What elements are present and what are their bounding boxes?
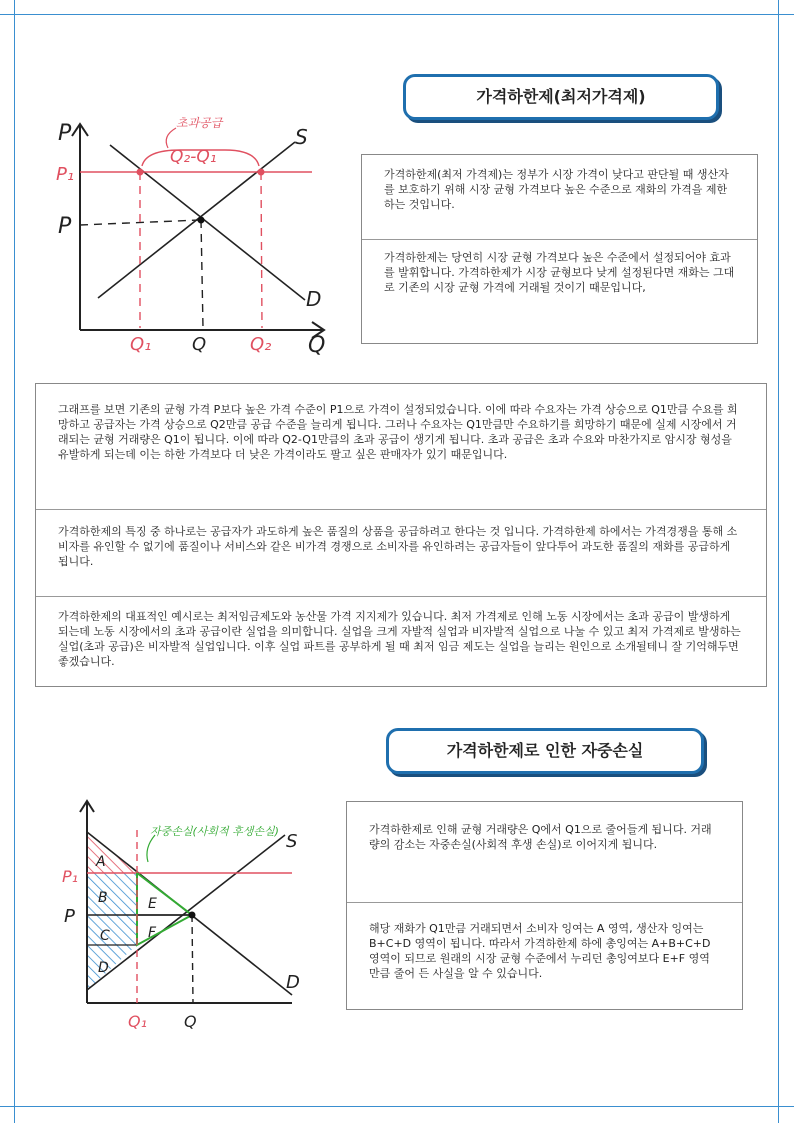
section2-title bbox=[386, 728, 704, 774]
graph1-q1-point bbox=[137, 169, 144, 176]
graph1-p-label: P bbox=[58, 214, 72, 239]
graph2-q-label: Q bbox=[184, 1012, 197, 1031]
graph2-equilibrium-point bbox=[189, 912, 196, 919]
graph2-area-e-label: E bbox=[148, 896, 157, 912]
graph2-area-d-label: D bbox=[98, 960, 109, 976]
section2-info-text-1: 가격하한제로 인해 균형 거래량은 Q에서 Q1으로 줄어들게 됩니다. 거래량의 감소는 자중손실(사회적 후생 손실)로 이어지게 됩니다. bbox=[369, 823, 712, 851]
page-border-bottom bbox=[0, 1106, 794, 1107]
page-border-top bbox=[0, 14, 794, 15]
page-border-right bbox=[778, 0, 779, 1123]
price-floor-graph bbox=[50, 100, 340, 360]
graph2-area-c-label: C bbox=[100, 928, 110, 944]
graph1-s-label: S bbox=[295, 125, 308, 149]
main-text-cell-3 bbox=[36, 597, 766, 681]
graph2-area-bcd bbox=[87, 873, 137, 990]
graph2-area-a-label: A bbox=[96, 854, 106, 870]
graph1-annotation-pointer bbox=[166, 128, 176, 148]
section1-info-cell-2 bbox=[362, 240, 757, 305]
graph2-area-f-label: F bbox=[148, 925, 157, 941]
graph2-q1-label: Q₁ bbox=[128, 1012, 148, 1031]
section2-title-text: 가격하한제로 인한 자중손실 bbox=[446, 741, 644, 760]
graph1-q2-point bbox=[258, 169, 265, 176]
graph2-q-dash bbox=[192, 915, 193, 1003]
graph2-annotation: 자중손실(사회적 후생손실) bbox=[150, 825, 279, 838]
section1-info-text-1: 가격하한제(최저 가격제)는 정부가 시장 가격이 낮다고 판단될 때 생산자를 보호하기 위해 시장 균형 가격보다 높은 수준으로 재화의 가격을 제한하는 것입니다. bbox=[384, 168, 729, 211]
section2-info-text-2: 해당 재화가 Q1만큼 거래되면서 소비자 잉여는 A 영역, 생산자 잉여는 B+C+D 영역이 됩니다. 따라서 가격하한제 하에 총잉여는 A+B+C+D 영역이 되므로 원래의 시장 균형 수준에서 누리던 총잉여보다 E+F 영역만큼 줄어 든 사실을 알 수 있습니다. bbox=[369, 922, 711, 980]
section1-info-text-2: 가격하한제는 당연히 시장 균형 가격보다 높은 수준에서 설정되어야 효과를 발휘합니다. 가격하한제가 시장 균형보다 낮게 설정된다면 재화는 그대로 기존의 시장 균형 가격에 거래될 것이기 때문입니다, bbox=[384, 251, 735, 294]
section2-info-cell-1 bbox=[347, 802, 742, 903]
graph2-p1-label: P₁ bbox=[62, 867, 79, 886]
section2-info-box bbox=[346, 801, 743, 1010]
graph1-q1-label: Q₁ bbox=[130, 334, 152, 355]
main-text-paragraph-1: 그래프를 보면 기존의 균형 가격 P보다 높은 가격 수준이 P1으로 가격이 설정되었습니다. 이에 따라 수요자는 가격 상승으로 Q1만큼 수요를 희망하고 공급자는 가격 상승으로 Q2만큼 공급 수준을 늘리게 됩니다. 그러나 수요자는 Q1만큼만 수요하기를 희망하기 때문에 실제 시장에서 거래되는 균형 거래량은 Q1이 됩니다. 이에 따라 Q2-Q1만큼의 초과 공급이 생기게 됩니다. 초과 공급은 초과 수요와 마찬가지로 암시장 형성을 유발하게 되는데 이는 하한 가격보다 더 낮은 가격이라도 팔고 싶은 판매자가 있기 때문입니다. bbox=[58, 403, 738, 461]
graph1-q-label: Q bbox=[192, 334, 207, 355]
graph2-p-label: P bbox=[64, 906, 75, 927]
main-text-box bbox=[35, 383, 767, 687]
graph2-s-label: S bbox=[286, 831, 298, 852]
graph1-q2-label: Q₂ bbox=[250, 334, 272, 355]
section1-info-cell-1 bbox=[362, 155, 757, 240]
section1-title bbox=[403, 74, 719, 120]
deadweight-loss-graph bbox=[60, 790, 310, 1040]
graph1-equilibrium-qty-dash bbox=[201, 220, 203, 328]
graph2-d-label: D bbox=[286, 972, 300, 993]
graph1-q-axis-label: Q bbox=[308, 333, 326, 358]
main-text-paragraph-2: 가격하한제의 특징 중 하나로는 공급자가 과도하게 높은 품질의 상품을 공급하려고 한다는 것 입니다. 가격하한제 하에서는 가격경쟁을 통해 소비자를 유인할 수 없기에 품질이나 서비스와 같은 비가격 경쟁으로 소비자를 유인하려는 공급자들이 앞다투어 과도한 품질의 재화를 공급하게 됩니다. bbox=[58, 525, 738, 568]
graph1-gap-label: Q₂-Q₁ bbox=[170, 147, 217, 167]
graph2-annotation-pointer bbox=[147, 835, 155, 862]
graph2-deadweight-loss-area bbox=[137, 873, 192, 945]
graph2-area-b-label: B bbox=[98, 890, 108, 906]
graph1-q2-dash bbox=[261, 172, 262, 328]
graph1-annotation: 초과공급 bbox=[176, 116, 223, 130]
main-text-cell-2 bbox=[36, 510, 766, 597]
main-text-cell-1 bbox=[36, 384, 766, 510]
graph1-equilibrium-point bbox=[198, 217, 205, 224]
graph1-p-axis-label: P bbox=[58, 121, 72, 146]
main-text-paragraph-3: 가격하한제의 대표적인 예시로는 최저임금제도와 농산물 가격 지지제가 있습니다. 최저 가격제로 인해 노동 시장에서는 초과 공급이 발생하게 되는데 노동 시장에서의 초과 공급이란 실업을 의미합니다. 실업을 크게 자발적 실업과 비자발적 실업으로 나눌 수 있고 최저 가격제로 발생하는 실업(초과 공급)은 비자발적 실업입니다. 이후 실업 파트를 공부하게 될 때 최저 임금 제도는 실업을 늘리는 원인으로 소개될테니 잘 기억해두면 좋겠습니다. bbox=[58, 610, 741, 668]
section1-info-box bbox=[361, 154, 758, 344]
graph1-d-label: D bbox=[306, 287, 322, 311]
graph1-p1-label: P₁ bbox=[56, 164, 75, 185]
section1-title-text: 가격하한제(최저가격제) bbox=[476, 87, 646, 106]
page-border-left bbox=[14, 0, 15, 1123]
section2-info-cell-2 bbox=[347, 903, 742, 993]
